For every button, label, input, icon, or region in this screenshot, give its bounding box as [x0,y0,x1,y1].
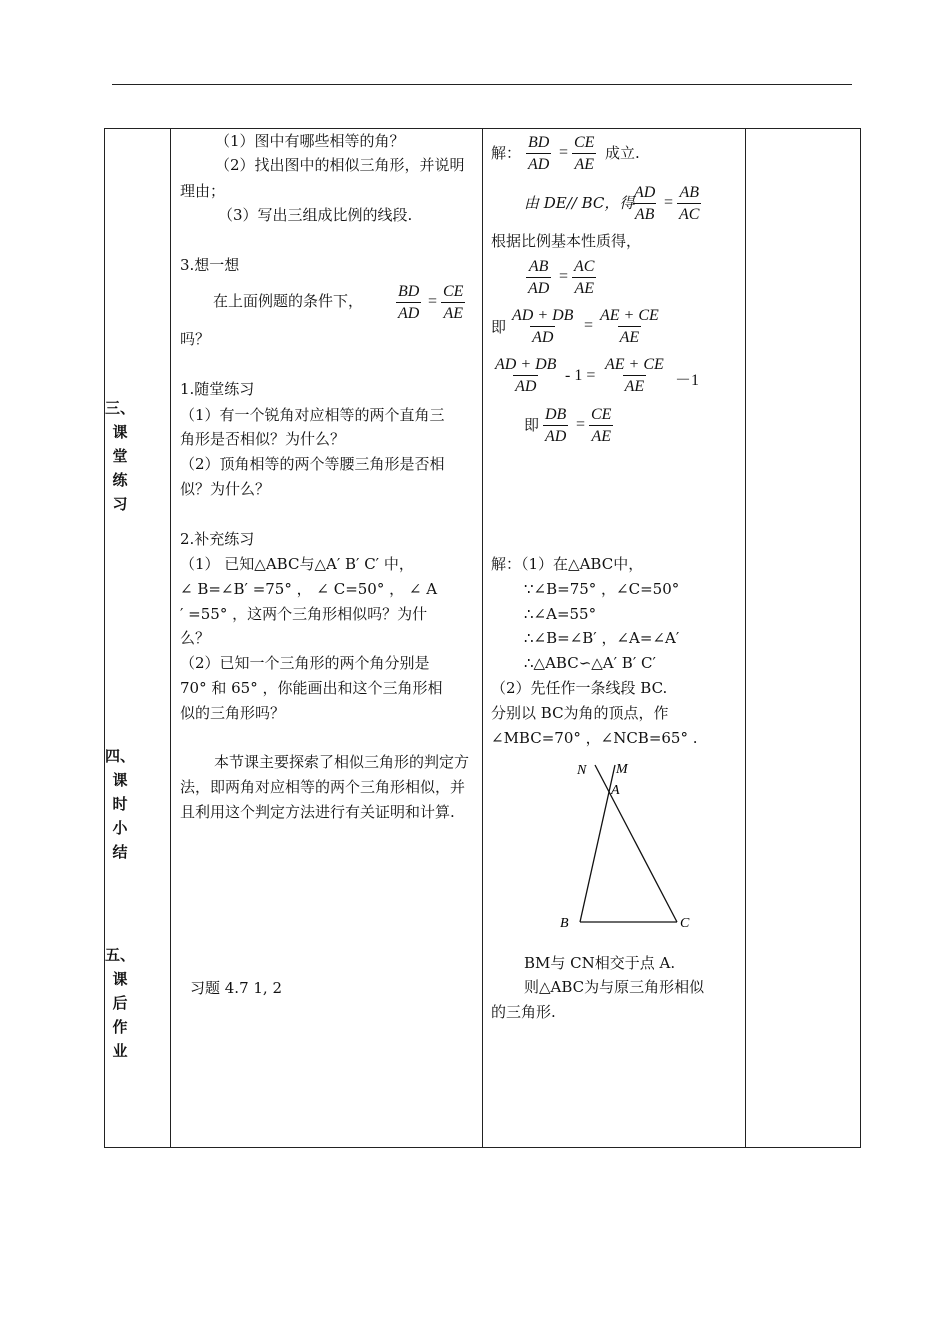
ray-cn [595,765,677,922]
label-a: A [611,783,620,798]
section-label-summary: 四、 课 时 小 结 [104,747,135,861]
ray-bm [580,765,615,922]
think-fraction-left: $\frac{BD}{AD}$ [398,283,420,323]
supplement-2c: 似的三角形吗？ [180,704,286,722]
section-label-homework: 五、 课 后 作 业 [104,946,135,1060]
section-label-practice: 三、 课 堂 练 习 [104,399,135,513]
solution-fraction-left: $\frac{BD}{AD}$ [528,134,550,174]
step6-fraction-right: $\frac{CE}{AE}$ [591,406,612,446]
supplement-1a: （1） 已知△ABC与△A′ B′ C′ 中， [180,555,414,573]
step6-prefix: 即 [524,416,540,434]
solution2-line10: 则△ABC为与原三角形相似 [524,978,705,996]
practice-1b: 角形是否相似？为什么？ [180,430,346,448]
equals-sign: = [576,416,586,433]
step4-prefix: 即 [491,318,507,336]
col-divider-1 [170,129,171,1147]
step6-fraction-left: $\frac{DB}{AD}$ [545,406,567,446]
solution2-line5: ∴△ABC∽△A′ B′ C′ [524,654,656,672]
solution-label: 解： [491,144,522,162]
solution2-line7: 分别以 BC为角的顶点，作 [491,704,669,722]
step4-fraction-right: $\frac{AE + CE}{AE}$ [600,307,659,347]
think-title: 3.想一想 [180,256,240,274]
solution2-line1: 解：（1）在△ABC中， [491,555,644,573]
equals-sign: = [559,268,569,285]
minus-one-tail: －1 [675,372,700,389]
proportion-property-text: 根据比例基本性质得， [491,232,642,250]
step5-fraction-right: $\frac{AE + CE}{AE}$ [605,356,664,396]
solution2-line3: ∴∠A=55° [524,605,597,623]
parallel-fraction-left: $\frac{AD}{AB}$ [634,184,656,224]
col-divider-3 [745,129,746,1147]
solution2-line2: ∵∠B=75° ，∠C=50° [524,580,680,598]
supplement-1b: ∠ B=∠B′ =75° ， ∠ C=50° ， ∠ A [180,580,438,598]
solution2-line6: （2）先任作一条线段 BC. [491,679,668,697]
equals-sign: = [559,144,569,161]
solution-end: 成立. [605,144,640,162]
solution2-line9: BM与 CN相交于点 A. [524,954,676,972]
question-2b: 理由； [180,182,226,200]
solution2-line8: ∠MBC=70° ，∠NCB=65° . [491,729,698,747]
solution2-line4: ∴∠B=∠B′ ，∠A=∠A′ [524,629,680,647]
homework-assignment: 习题 4.7 1, 2 [190,979,283,997]
step5-fraction-left: $\frac{AD + DB}{AD}$ [495,356,557,396]
practice-2b: 似？为什么？ [180,480,271,498]
minus-one-equals: - 1 = [565,367,596,384]
label-n: N [577,763,587,778]
solution2-line11: 的三角形. [491,1003,556,1021]
equals-sign: = [664,194,674,211]
practice-2a: （2）顶角相等的两个等腰三角形是否相 [180,455,445,473]
supplement-1d: 么？ [180,629,211,647]
supplement-2b: 70° 和 65° ，你能画出和这个三角形相 [180,679,443,697]
lesson-summary: 本节课主要探索了相似三角形的判定方法，即两角对应相等的两个三角形相似，并且利用这个判定方法进行有关证明和计算. [180,753,470,821]
question-2a: （2）找出图中的相似三角形，并说明 [215,156,465,174]
label-c: C [680,916,690,931]
step3-fraction-left: $\frac{AB}{AD}$ [528,258,550,298]
think-fraction-right: $\frac{CE}{AE}$ [443,283,464,323]
question-1: （1）图中有哪些相等的角？ [215,132,405,150]
equals-sign: = [584,317,594,334]
practice-1a: （1）有一个锐角对应相等的两个直角三 [180,406,445,424]
col-divider-2 [482,129,483,1147]
question-3: （3）写出三组成比例的线段. [218,206,413,224]
think-end: 吗？ [180,330,211,348]
supplement-title: 2.补充练习 [180,530,255,548]
practice-title: 1.随堂练习 [180,380,255,398]
step4-fraction-left: $\frac{AD + DB}{AD}$ [512,307,574,347]
triangle-figure [555,755,705,935]
supplement-2a: （2）已知一个三角形的两个角分别是 [180,654,430,672]
step3-fraction-right: $\frac{AC}{AE}$ [574,258,595,298]
header-rule [112,84,852,85]
label-b: B [560,916,569,931]
supplement-1c: ′ =55° ，这两个三角形相似吗？为什 [180,605,428,623]
label-m: M [616,762,628,777]
equals-sign: = [428,293,438,310]
think-text: 在上面例题的条件下， [213,292,364,310]
parallel-condition: 由 DE// BC，得 [524,194,635,212]
solution-fraction-right: $\frac{CE}{AE}$ [574,134,595,174]
parallel-fraction-right: $\frac{AB}{AC}$ [679,184,700,224]
